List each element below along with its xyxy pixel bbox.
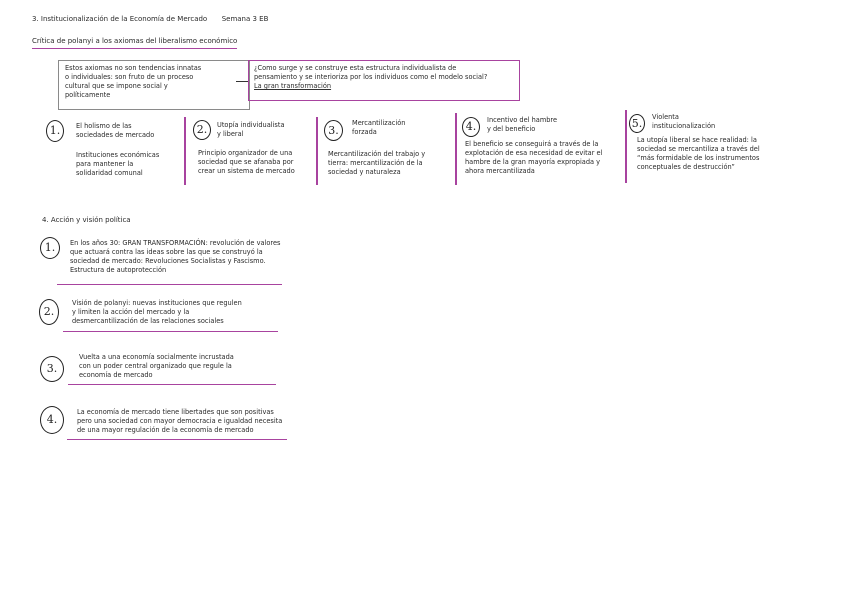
column-divider	[455, 113, 457, 185]
column-title-line: Violenta	[652, 113, 679, 121]
action-item-line: y limiten la acción del mercado y la	[72, 308, 190, 317]
action-item-3	[79, 353, 299, 380]
column-body-line: sociedad se mercantiliza a través del	[637, 145, 760, 154]
column-body-line: ahora mercantilizada	[465, 167, 535, 176]
action-item-line: sociedad de mercado: Revoluciones Socialistas y Fascismo.	[70, 257, 266, 266]
column-body-line: sociedad y naturaleza	[328, 168, 401, 177]
column-3-title	[352, 119, 442, 137]
action-item-4	[77, 408, 317, 435]
action-item-line: Estructura de autoprotección	[70, 266, 167, 275]
axioms-note-line: o individuales: son fruto de un proceso	[65, 73, 194, 82]
column-title-line: sociedades de mercado	[76, 131, 155, 140]
number-circle-3: 3.	[324, 120, 343, 141]
action-item-line: En los años 30: GRAN TRANSFORMACIÓN: revolución de valores	[70, 239, 281, 247]
column-body-line: conceptuales de destrucción”	[637, 163, 735, 172]
item-underline	[57, 284, 282, 285]
column-5-title	[652, 113, 762, 131]
question-box	[248, 60, 520, 101]
column-body-line: Instituciones económicas	[76, 151, 160, 159]
number-circle-5: 5.	[629, 114, 645, 133]
number-circle-item-4: 4.	[40, 406, 64, 434]
column-title-line: institucionalización	[652, 122, 716, 131]
question-answer: La gran transformación	[254, 82, 332, 91]
column-body-line: crear un sistema de mercado	[198, 167, 295, 176]
action-item-line: pero una sociedad con mayor democracia e igualdad necesita	[77, 417, 283, 426]
column-divider	[316, 117, 318, 185]
column-4-title	[487, 116, 597, 134]
action-item-line: de una mayor regulación de la economía de mercado	[77, 426, 254, 435]
column-body-line: El beneficio se conseguirá a través de la	[465, 140, 599, 148]
column-2-title	[217, 121, 317, 139]
axioms-note-line: Estos axiomas no son tendencias innatas	[65, 64, 202, 72]
column-divider	[625, 110, 627, 183]
action-item-line: economía de mercado	[79, 371, 153, 380]
number-circle-1: 1.	[46, 120, 64, 142]
column-divider	[184, 117, 186, 185]
item-underline	[63, 331, 278, 332]
action-item-line: desmercantilización de las relaciones sociales	[72, 317, 224, 326]
item-underline	[68, 384, 276, 385]
axioms-note-line: cultural que se impone social y	[65, 82, 168, 91]
number-circle-item-2: 2.	[39, 299, 59, 325]
number-circle-4: 4.	[462, 117, 480, 137]
action-item-line: Visión de polanyi: nuevas instituciones que regulen	[72, 299, 242, 307]
section4-title: 4. Acción y visión política	[42, 216, 131, 224]
question-line: pensamiento y se interioriza por los individuos como el modelo social?	[254, 73, 488, 82]
column-body-line: tierra: mercantilización de la	[328, 159, 423, 168]
axioms-note-line: políticamente	[65, 91, 111, 100]
action-item-line: con un poder central organizado que regule la	[79, 362, 232, 371]
column-5-body	[637, 136, 787, 172]
number-circle-2: 2.	[193, 120, 211, 140]
item-underline	[67, 439, 287, 440]
session-label: Semana 3 EB	[221, 15, 269, 23]
column-body-line: solidaridad comunal	[76, 169, 143, 178]
column-body-line: explotación de esa necesidad de evitar el	[465, 149, 603, 158]
column-1-body	[76, 151, 176, 178]
action-item-line: La economía de mercado tiene libertades que son positivas	[77, 408, 274, 416]
column-body-line: Principio organizador de una	[198, 149, 293, 157]
column-title-line: forzada	[352, 128, 377, 137]
action-item-2	[72, 299, 302, 326]
section-title: Crítica de polanyi a los axiomas del liberalismo económico	[32, 37, 237, 49]
column-2-body	[198, 149, 318, 176]
connector-line	[236, 81, 248, 82]
column-title-line: y del beneficio	[487, 125, 536, 134]
column-title-line: Utopía individualista	[217, 121, 285, 129]
column-title-line: Mercantilización	[352, 119, 406, 127]
action-item-1	[70, 239, 320, 275]
axioms-note-box	[58, 60, 250, 110]
page-header	[32, 15, 268, 25]
column-body-line: Mercantilización del trabajo y	[328, 150, 426, 158]
column-4-body	[465, 140, 625, 176]
column-body-line: para mantener la	[76, 160, 134, 169]
column-body-line: La utopía liberal se hace realidad: la	[637, 136, 757, 144]
column-1-title	[76, 122, 176, 140]
number-circle-item-1: 1.	[40, 237, 60, 259]
column-3-body	[328, 150, 448, 177]
column-title-line: El holismo de las	[76, 122, 132, 130]
action-item-line: que actuará contra las ideas sobre las que se construyó la	[70, 248, 263, 257]
column-body-line: “más formidable de los instrumentos	[637, 154, 760, 163]
course-title: 3. Institucionalización de la Economía de Mercado	[32, 15, 208, 23]
number-circle-item-3: 3.	[40, 356, 64, 382]
column-title-line: y liberal	[217, 130, 244, 139]
question-line: ¿Como surge y se construye esta estructura individualista de	[254, 64, 457, 72]
action-item-line: Vuelta a una economía socialmente incrustada	[79, 353, 234, 361]
column-body-line: hambre de la gran mayoría expropiada y	[465, 158, 601, 167]
column-body-line: sociedad que se afanaba por	[198, 158, 294, 167]
column-title-line: Incentivo del hambre	[487, 116, 558, 124]
